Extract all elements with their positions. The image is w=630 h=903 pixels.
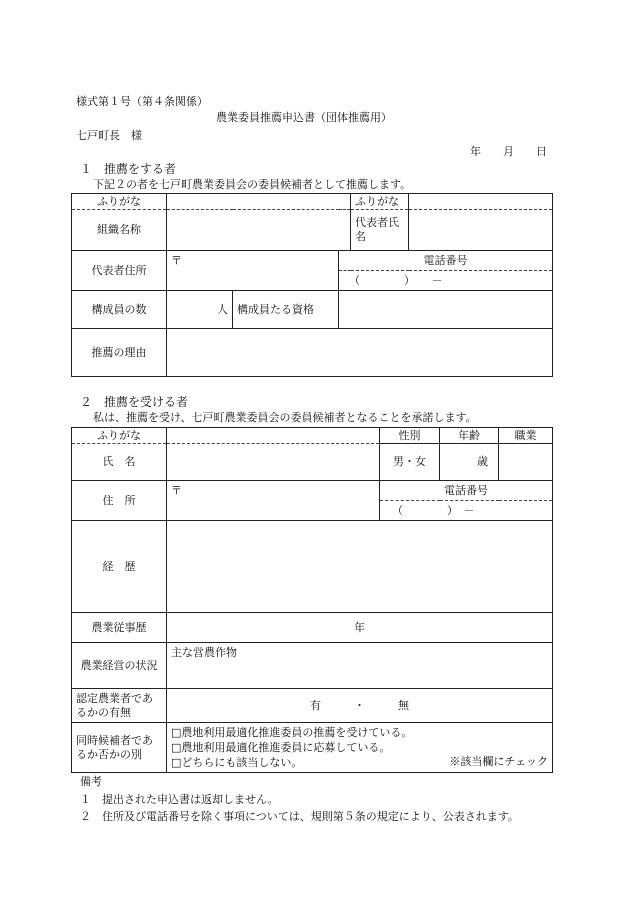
remarks-item-1: １ 提出された申込書は返却しません。 bbox=[80, 793, 279, 806]
reason-label: 推薦の理由 bbox=[72, 329, 167, 377]
section2-intro: 私は、推薦を受け、七戸町農業委員会の委員候補者となることを承諾します。 bbox=[93, 411, 477, 424]
candidate-furigana-label: ふりがな bbox=[72, 428, 167, 444]
occupation-field[interactable] bbox=[499, 444, 553, 481]
occupation-label: 職業 bbox=[499, 428, 553, 444]
members-count-field[interactable] bbox=[167, 291, 233, 329]
reason-field[interactable] bbox=[167, 329, 553, 377]
page-title: 農業委員推薦申込書（団体推薦用） bbox=[216, 111, 392, 124]
org-name-field[interactable] bbox=[167, 210, 351, 251]
rep-address-field[interactable] bbox=[167, 251, 339, 291]
concurrent-options bbox=[167, 723, 553, 773]
certified-label: 認定農業者であるかの有無 bbox=[72, 689, 167, 723]
postal-mark: 〒 bbox=[171, 254, 182, 267]
age-label: 年齢 bbox=[440, 428, 499, 444]
candidate-phone-label: 電話番号 bbox=[380, 481, 553, 501]
career-label: 経 歴 bbox=[72, 521, 167, 613]
rep-furigana-field[interactable] bbox=[409, 194, 553, 210]
rep-name-field[interactable] bbox=[409, 210, 553, 251]
recommender-table bbox=[71, 193, 553, 377]
candidate-address-label: 住 所 bbox=[72, 481, 167, 521]
section1-heading: １ 推薦をする者 bbox=[80, 162, 177, 176]
option-applied-checkbox[interactable]: □農地利用最適化推進委員に応募している。 bbox=[171, 741, 391, 754]
rep-phone-field[interactable]: （ ） － bbox=[339, 271, 553, 291]
candidate-name-label: 氏 名 bbox=[72, 444, 167, 481]
option-neither-checkbox[interactable]: □どちらにも該当しない。 bbox=[171, 756, 303, 769]
check-note: ※該当欄にチェック bbox=[449, 755, 548, 769]
management-field[interactable] bbox=[167, 643, 553, 689]
management-label: 農業経営の状況 bbox=[72, 643, 167, 689]
concurrent-label: 同時候補者であるか否かの別 bbox=[72, 723, 167, 773]
age-unit: 歳 bbox=[477, 455, 488, 469]
candidate-name-field[interactable] bbox=[167, 444, 380, 481]
org-furigana-label: ふりがな bbox=[72, 194, 167, 210]
remarks-heading: 備考 bbox=[80, 775, 102, 788]
gender-field[interactable]: 男・女 bbox=[380, 444, 440, 481]
farming-years-field[interactable] bbox=[167, 613, 553, 643]
org-name-label: 組織名称 bbox=[72, 210, 167, 251]
main-crops-label: 主な営農作物 bbox=[171, 646, 237, 659]
candidate-furigana-field[interactable] bbox=[167, 428, 380, 444]
rep-furigana-label: ふりがな bbox=[351, 194, 409, 210]
option-recommended-checkbox[interactable]: □農地利用最適化推進委員の推薦を受けている。 bbox=[171, 726, 413, 739]
age-field[interactable] bbox=[440, 444, 499, 481]
certified-field[interactable]: 有 ・ 無 bbox=[167, 689, 553, 723]
rep-name-label: 代表者氏名 bbox=[351, 210, 409, 251]
remarks-item-2: ２ 住所及び電話番号を除く事項については、規則第５条の規定により、公表されます。 bbox=[80, 810, 519, 823]
section2-heading: ２ 推薦を受ける者 bbox=[80, 395, 189, 409]
date-field[interactable]: 年 月 日 bbox=[470, 145, 547, 158]
candidate-phone-field[interactable]: （ ） － bbox=[380, 501, 553, 521]
org-furigana-field[interactable] bbox=[167, 194, 351, 210]
farming-years-unit: 年 bbox=[354, 620, 365, 634]
farming-years-label: 農業従事歴 bbox=[72, 613, 167, 643]
members-unit: 人 bbox=[217, 302, 228, 316]
section1-intro: 下記２の者を七戸町農業委員会の委員候補者として推薦します。 bbox=[93, 178, 412, 191]
postal-mark: 〒 bbox=[171, 484, 182, 497]
members-label: 構成員の数 bbox=[72, 291, 167, 329]
qualification-label: 構成員たる資格 bbox=[233, 291, 339, 329]
rep-address-label: 代表者住所 bbox=[72, 251, 167, 291]
gender-label: 性別 bbox=[380, 428, 440, 444]
candidate-table bbox=[71, 427, 553, 773]
rep-phone-label: 電話番号 bbox=[339, 251, 553, 271]
addressee: 七戸町長 様 bbox=[76, 129, 142, 142]
qualification-field[interactable] bbox=[339, 291, 553, 329]
form-number: 様式第１号（第４条関係） bbox=[76, 95, 208, 108]
candidate-address-field[interactable] bbox=[167, 481, 380, 521]
career-field[interactable] bbox=[167, 521, 553, 613]
